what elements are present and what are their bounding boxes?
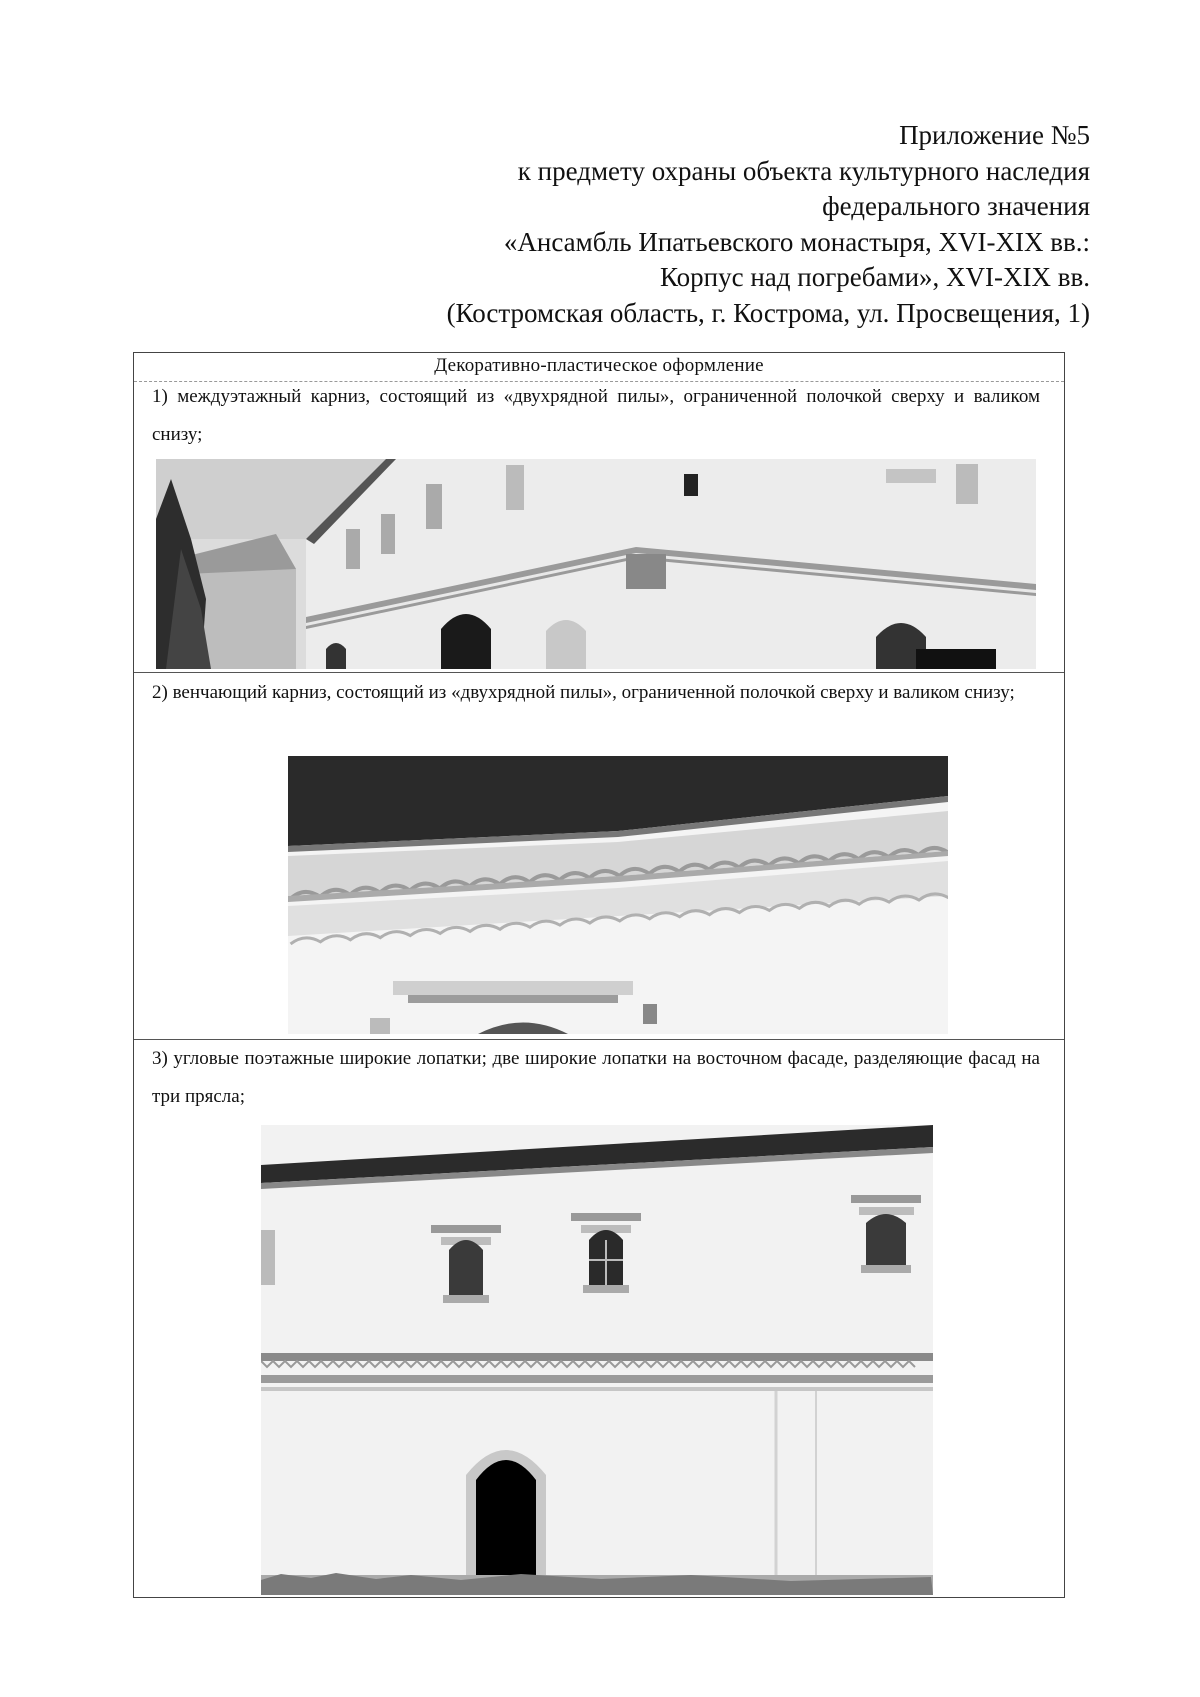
appendix-subject: к предмету охраны объекта культурного наследия: [517, 155, 1090, 186]
row-divider-1: [134, 672, 1064, 673]
appendix-significance: федерального значения: [822, 191, 1090, 221]
item-3-text: 3) угловые поэтажные широкие лопатки; две широкие лопатки на восточном фасаде, разделяющие фасад на три прясла;: [152, 1048, 1040, 1107]
appendix-building: Корпус над погребами», XVI-XIX вв.: [660, 262, 1090, 292]
photo-interfloor-cornice: [156, 459, 1036, 669]
appendix-ensemble: «Ансамбль Ипатьевского монастыря, XVI-XIX вв.:: [503, 226, 1090, 257]
protection-table: [133, 352, 1065, 1598]
appendix-number: Приложение №5: [899, 120, 1090, 150]
item-1-text: 1) междуэтажный карниз, состоящий из «двухрядной пилы», ограниченной полочкой сверху и валиком снизу;: [152, 386, 1040, 445]
item-2-text: 2) венчающий карниз, состоящий из «двухрядной пилы», ограниченной полочкой сверху и валиком снизу;: [152, 682, 1015, 703]
table-title: Декоративно-пластическое оформление: [434, 355, 764, 376]
appendix-address: (Костромская область, г. Кострома, ул. Просвещения, 1): [446, 297, 1090, 328]
photo-crowning-cornice: [288, 756, 948, 1034]
appendix-header: [447, 118, 1090, 331]
photo-corner-pilasters: [261, 1125, 933, 1595]
